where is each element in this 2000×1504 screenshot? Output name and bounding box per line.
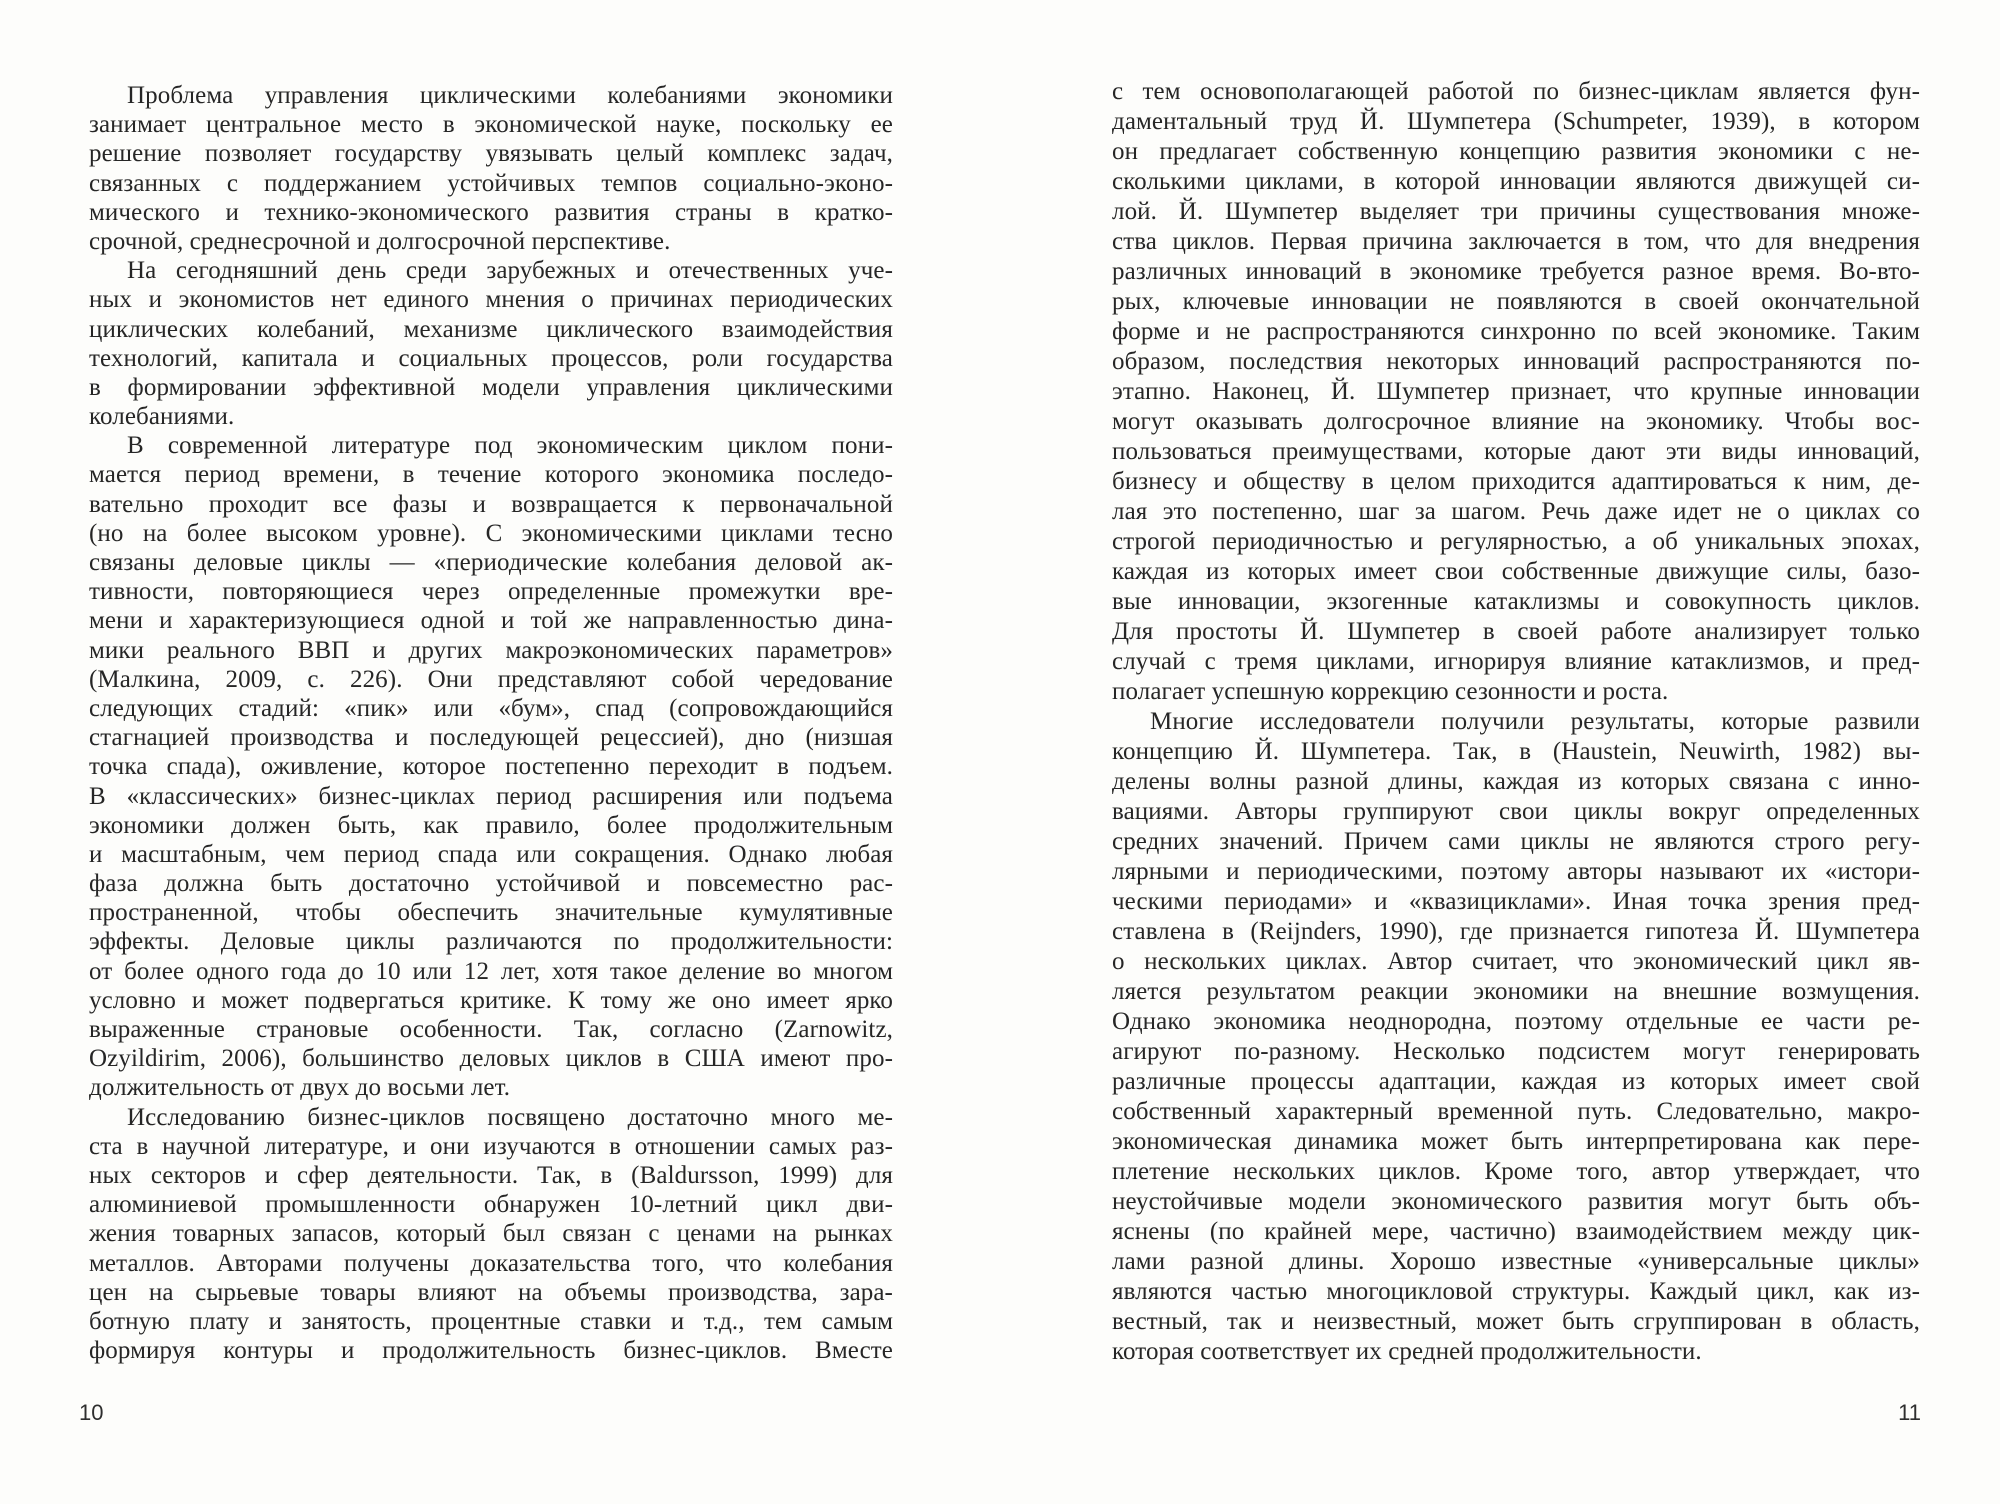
- text-line: ных секторов и сфер деятельности. Так, в (Baldursson, 1999) для: [89, 1161, 893, 1189]
- text-line: яснены (по крайней мере, частично) взаимодействием между цик-: [1112, 1218, 1920, 1245]
- text-line: ставлена в (Reijnders, 1990), где признается гипотеза Й. Шумпетера: [1112, 918, 1920, 945]
- text-line: связанных с поддержанием устойчивых темпов социально-эконо-: [89, 169, 893, 197]
- page-number-left: 10: [79, 1400, 104, 1425]
- text-line: Исследованию бизнес-циклов посвящено достаточно много ме-: [127, 1103, 893, 1131]
- text-line: Многие исследователи получили результаты, которые развили: [1150, 708, 1920, 735]
- text-line: ных и экономистов нет единого мнения о причинах периодических: [89, 286, 893, 314]
- text-line: Однако экономика неоднородна, поэтому отдельные ее части ре-: [1112, 1008, 1920, 1035]
- text-line: мики реального ВВП и других макроэкономических параметров»: [89, 636, 893, 664]
- text-line: пользоваться преимуществами, которые дают эти виды инноваций,: [1112, 438, 1920, 465]
- text-line: вательно проходит все фазы и возвращается к первоначальной: [89, 490, 893, 518]
- text-line: жения товарных запасов, который был связан с ценами на рынках: [89, 1220, 893, 1248]
- text-line: концепцию Й. Шумпетера. Так, в (Haustein, Neuwirth, 1982) вы-: [1112, 738, 1920, 765]
- text-line: ческими периодами» и «квазициклами». Иная точка зрения пред-: [1112, 888, 1920, 915]
- text-line: строгой периодичностью и регулярностью, а об уникальных эпохах,: [1112, 528, 1920, 555]
- text-line: циклических колебаний, механизме циклического взаимодействия: [89, 315, 893, 343]
- text-line: мического и технико-экономического развития страны в кратко-: [89, 198, 893, 226]
- text-line: лярными и периодическими, поэтому авторы называют их «истори-: [1112, 858, 1920, 885]
- text-line: о нескольких циклах. Автор считает, что экономический цикл яв-: [1112, 948, 1920, 975]
- text-line: рых, ключевые инновации не появляются в своей окончательной: [1112, 288, 1920, 315]
- text-line: колебаниями.: [89, 403, 235, 431]
- text-line: должительность от двух до восьми лет.: [89, 1074, 511, 1102]
- right-page: [1000, 0, 2000, 1504]
- text-line: лами разной длины. Хорошо известные «универсальные циклы»: [1112, 1248, 1920, 1275]
- text-line: срочной, среднесрочной и долгосрочной перспективе.: [89, 227, 671, 255]
- text-line: выраженные страновые особенности. Так, согласно (Zarnowitz,: [89, 1016, 893, 1043]
- text-line: тивности, повторяющиеся через определенные промежутки вре-: [89, 578, 893, 606]
- text-line: и масштабным, чем период спада или сокращения. Однако любая: [89, 840, 893, 868]
- text-line: мается период времени, в течение которого экономика последо-: [89, 461, 893, 489]
- page-number-right: 11: [1898, 1400, 1921, 1425]
- text-line: следующих стадий: «пик» или «бум», спад (сопровождающийся: [89, 694, 893, 722]
- text-line: (но на более высоком уровне). С экономическими циклами тесно: [89, 519, 893, 547]
- text-line: лая это постепенно, шаг за шагом. Речь даже идет не о циклах со: [1112, 498, 1920, 525]
- text-line: ста в научной литературе, и они изучаются в отношении самых раз-: [89, 1132, 893, 1160]
- text-line: вестный, так и неизвестный, может быть сгруппирован в область,: [1112, 1308, 1920, 1335]
- text-line: вые инновации, экзогенные катаклизмы и совокупность циклов.: [1112, 588, 1920, 615]
- text-line: он предлагает собственную концепцию развития экономики с не-: [1112, 138, 1920, 165]
- text-line: точка спада), оживление, которое постепенно переходит в подъем.: [89, 753, 893, 781]
- text-line: цен на сырьевые товары влияют на объемы производства, зара-: [89, 1278, 893, 1306]
- text-line: технологий, капитала и социальных процессов, роли государства: [89, 344, 893, 372]
- text-line: решение позволяет государству увязывать целый комплекс задач,: [89, 140, 893, 168]
- text-line: от более одного года до 10 или 12 лет, хотя такое деление во многом: [89, 957, 893, 985]
- text-line: металлов. Авторами получены доказательства того, что колебания: [89, 1249, 893, 1277]
- text-line: с тем основополагающей работой по бизнес-циклам является фун-: [1112, 78, 1920, 105]
- text-line: бизнесу и обществу в целом приходится адаптироваться к ним, де-: [1112, 468, 1920, 495]
- text-line: условно и может подвергаться критике. К тому же оно имеет ярко: [89, 986, 893, 1014]
- text-line: могут оказывать долгосрочное влияние на экономику. Чтобы вос-: [1112, 408, 1920, 435]
- text-line: образом, последствия некоторых инноваций распространяются по-: [1112, 348, 1920, 375]
- text-line: алюминиевой промышленности обнаружен 10-летний цикл дви-: [89, 1191, 893, 1219]
- text-line: лой. Й. Шумпетер выделяет три причины существования множе-: [1112, 198, 1920, 225]
- text-line: занимает центральное место в экономической науке, поскольку ее: [89, 111, 893, 139]
- text-line: ботную плату и занятость, процентные ставки и т.д., тем самым: [89, 1307, 893, 1335]
- text-line: мени и характеризующиеся одной и той же направленностью дина-: [89, 607, 893, 635]
- text-line: собственный характерный временной путь. Следовательно, макро-: [1112, 1098, 1920, 1125]
- text-line: случай с тремя циклами, игнорируя влияние катаклизмов, и пред-: [1112, 648, 1920, 675]
- text-line: связаны деловые циклы — «периодические колебания деловой ак-: [89, 549, 893, 576]
- text-line: которая соответствует их средней продолжительности.: [1112, 1338, 1702, 1365]
- text-line: этапно. Наконец, Й. Шумпетер признает, что крупные инновации: [1112, 378, 1920, 405]
- text-line: в формировании эффективной модели управления циклическими: [89, 373, 893, 401]
- text-line: формируя контуры и продолжительность бизнес-циклов. Вместе: [89, 1337, 893, 1365]
- left-page-text: [89, 81, 893, 1365]
- text-line: каждая из которых имеет свои собственные движущие силы, базо-: [1112, 558, 1920, 585]
- text-line: экономическая динамика может быть интерпретирована как пере-: [1112, 1128, 1920, 1155]
- text-line: эффекты. Деловые циклы различаются по продолжительности:: [89, 928, 893, 956]
- text-line: различные процессы адаптации, каждая из которых имеет свой: [1112, 1068, 1920, 1095]
- text-line: полагает успешную коррекцию сезонности и роста.: [1112, 678, 1669, 705]
- text-line: ства циклов. Первая причина заключается в том, что для внедрения: [1112, 228, 1920, 255]
- text-line: средних значений. Причем сами циклы не являются строго регу-: [1112, 828, 1920, 855]
- text-line: форме и не распространяются синхронно по всей экономике. Таким: [1112, 318, 1920, 345]
- text-line: В «классических» бизнес-циклах период расширения или подъема: [89, 782, 893, 810]
- text-line: плетение нескольких циклов. Кроме того, автор утверждает, что: [1112, 1158, 1920, 1185]
- text-line: Для простоты Й. Шумпетер в своей работе анализирует только: [1112, 618, 1920, 645]
- text-line: (Малкина, 2009, с. 226). Они представляют собой чередование: [89, 665, 893, 693]
- text-line: фаза должна быть достаточно устойчивой и повсеместно рас-: [89, 870, 893, 898]
- text-line: неустойчивые модели экономического развития могут быть объ-: [1112, 1188, 1920, 1215]
- text-line: В современной литературе под экономическим циклом пони-: [127, 432, 893, 460]
- text-line: Ozyildirim, 2006), большинство деловых циклов в США имеют про-: [89, 1045, 893, 1073]
- text-line: пространенной, чтобы обеспечить значительные кумулятивные: [89, 899, 893, 927]
- text-line: ляется результатом реакции экономики на внешние возмущения.: [1112, 978, 1920, 1005]
- text-line: На сегодняшний день среди зарубежных и отечественных уче-: [127, 257, 893, 285]
- text-line: различных инноваций в экономике требуется разное время. Во-вто-: [1112, 258, 1920, 285]
- text-line: сколькими циклами, в которой инновации являются движущей си-: [1112, 168, 1920, 195]
- text-line: агируют по-разному. Несколько подсистем могут генерировать: [1112, 1038, 1920, 1065]
- text-line: даментальный труд Й. Шумпетера (Schumpeter, 1939), в котором: [1112, 108, 1920, 135]
- text-line: экономики должен быть, как правило, более продолжительным: [89, 811, 893, 839]
- text-line: являются частью многоцикловой структуры. Каждый цикл, как из-: [1112, 1278, 1920, 1305]
- text-line: стагнацией производства и последующей рецессией), дно (низшая: [89, 724, 893, 752]
- text-line: Проблема управления циклическими колебаниями экономики: [127, 82, 893, 109]
- right-page-text: [1112, 77, 1920, 1367]
- text-line: делены волны разной длины, каждая из которых связана с инно-: [1112, 768, 1920, 795]
- text-line: вациями. Авторы группируют свои циклы вокруг определенных: [1112, 798, 1920, 825]
